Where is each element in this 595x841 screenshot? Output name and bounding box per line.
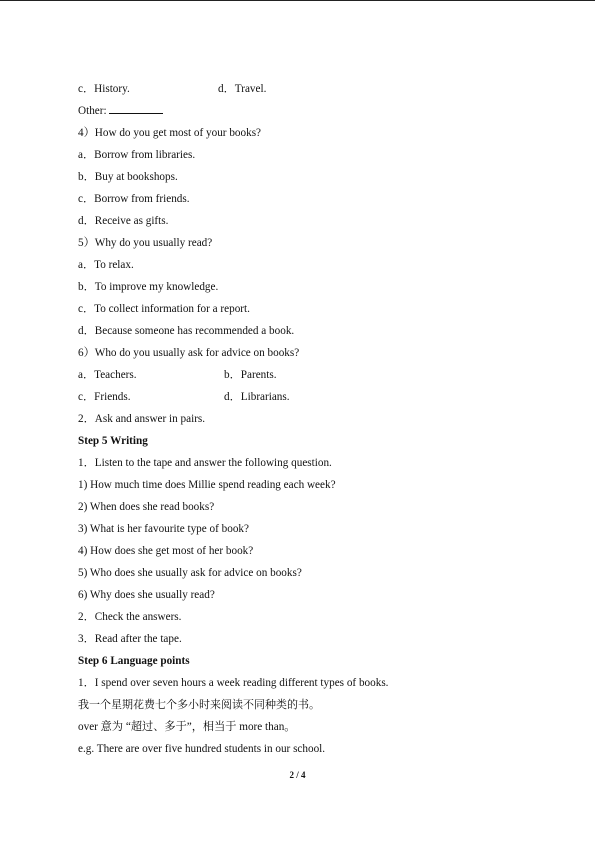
page-top-border <box>0 0 595 1</box>
heading-text: Step 5 Writing <box>78 435 148 447</box>
writing-question: 6) Why does she usually read? <box>78 589 215 601</box>
section-heading-step5 <box>78 430 548 452</box>
option-row <box>78 364 548 386</box>
writing-question: 4) How does she get most of her book? <box>78 545 254 557</box>
writing-question: 2) When does she read books? <box>78 501 215 513</box>
chinese-translation: 我一个星期花费七个多小时来阅读不同种类的书。 <box>78 698 320 711</box>
option-row <box>78 78 548 100</box>
writing-question: 1) How much time does Millie spend reading each week? <box>78 479 336 491</box>
heading-text: Step 6 Language points <box>78 655 190 667</box>
other-line <box>78 100 548 122</box>
vocabulary-note: over 意为 “超过、多于”，相当于 more than。 <box>78 721 296 733</box>
option-text: c．Borrow from friends. <box>78 193 190 205</box>
option-d-travel: d．Travel. <box>218 83 267 95</box>
writing-question: 5) Who does she usually ask for advice on books? <box>78 567 302 579</box>
option-c-friends: c．Friends. <box>78 391 131 403</box>
option-text: c．To collect information for a report. <box>78 303 250 315</box>
option-row <box>78 386 548 408</box>
page-number: 2 / 4 <box>289 770 306 780</box>
example-sentence: e.g. There are over five hundred students in our school. <box>78 743 326 755</box>
instruction-text: 3．Read after the tape. <box>78 633 182 645</box>
question-4: 4）How do you get most of your books? <box>78 127 262 139</box>
option-c-history: c．History. <box>78 83 130 95</box>
example-sentence: 1．I spend over seven hours a week reading different types of books. <box>78 677 389 689</box>
question-5: 5）Why do you usually read? <box>78 237 213 249</box>
option-text: a．Borrow from libraries. <box>78 149 196 161</box>
option-text: d．Receive as gifts. <box>78 215 169 227</box>
option-text: b．To improve my knowledge. <box>78 281 219 293</box>
option-d-librarians: d．Librarians. <box>224 391 290 403</box>
instruction-text: 2．Check the answers. <box>78 611 182 623</box>
writing-question: 3) What is her favourite type of book? <box>78 523 249 535</box>
other-label: Other: <box>78 105 110 117</box>
instruction-text: 2．Ask and answer in pairs. <box>78 413 206 425</box>
option-b-parents: b．Parents. <box>224 369 277 381</box>
option-a-teachers: a．Teachers. <box>78 369 137 381</box>
question-6: 6）Who do you usually ask for advice on books? <box>78 347 300 359</box>
option-text: b．Buy at bookshops. <box>78 171 178 183</box>
section-heading-step6 <box>78 650 548 672</box>
blank-underline <box>109 104 163 114</box>
instruction-text: 1．Listen to the tape and answer the following question. <box>78 457 332 469</box>
option-text: a．To relax. <box>78 259 134 271</box>
document-page <box>78 78 548 760</box>
option-text: d．Because someone has recommended a book. <box>78 325 295 337</box>
